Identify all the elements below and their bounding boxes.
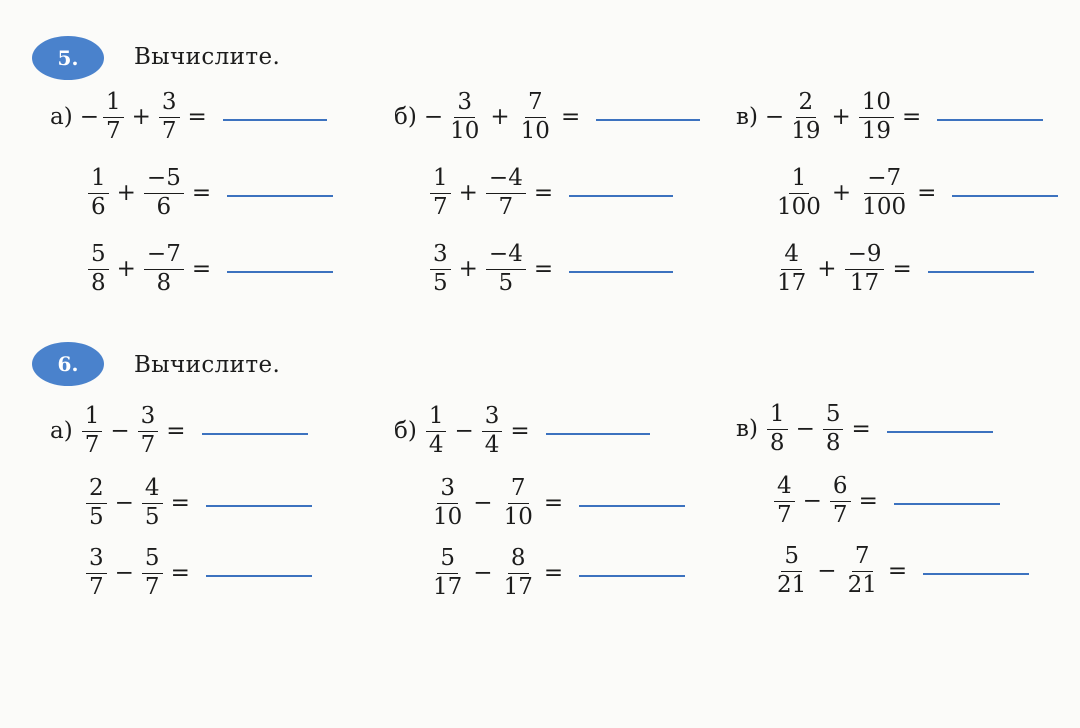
denominator: 100 xyxy=(862,193,907,220)
numerator: −9 xyxy=(845,242,885,270)
numerator: 1 xyxy=(82,404,103,432)
fraction xyxy=(774,242,809,296)
denominator: 8 xyxy=(825,429,841,456)
fraction xyxy=(788,90,823,144)
problem-6v-2 xyxy=(772,474,1000,528)
denominator: 8 xyxy=(769,429,785,456)
denominator: 10 xyxy=(503,503,533,530)
operator: + xyxy=(116,255,136,282)
numerator: 5 xyxy=(437,546,458,574)
fraction xyxy=(518,90,553,144)
fraction xyxy=(830,474,851,528)
task-number: 6. xyxy=(57,352,79,376)
equals-sign: = xyxy=(170,489,190,516)
numerator: 3 xyxy=(482,404,503,432)
fraction xyxy=(142,476,163,530)
problem-5b-3 xyxy=(428,242,673,296)
numerator: −4 xyxy=(486,242,526,270)
denominator: 7 xyxy=(777,501,792,528)
answer-blank[interactable] xyxy=(546,433,650,435)
problem-6b-3 xyxy=(428,546,685,600)
task-title: Вычислите. xyxy=(134,44,281,70)
fraction xyxy=(767,402,788,456)
fraction xyxy=(426,404,447,458)
answer-blank[interactable] xyxy=(579,575,685,577)
operator: − xyxy=(473,559,493,586)
fraction xyxy=(430,476,465,530)
answer-blank[interactable] xyxy=(596,119,700,121)
equals-sign: = xyxy=(543,559,564,586)
numerator: 3 xyxy=(430,242,451,270)
operator: + xyxy=(458,179,478,206)
numerator: 2 xyxy=(796,90,817,118)
equals-sign: = xyxy=(166,417,186,444)
fraction xyxy=(845,242,885,296)
answer-blank[interactable] xyxy=(206,505,312,507)
numerator: 2 xyxy=(86,476,107,504)
answer-blank[interactable] xyxy=(569,271,673,273)
fraction xyxy=(774,544,809,598)
numerator: −5 xyxy=(144,166,184,194)
minus-sign: − xyxy=(764,103,785,130)
numerator: 6 xyxy=(830,474,851,502)
fraction xyxy=(859,90,894,144)
numerator: 1 xyxy=(88,166,109,194)
denominator: 7 xyxy=(144,573,160,600)
task-number-badge xyxy=(32,36,104,80)
operator: − xyxy=(795,415,815,442)
operator: + xyxy=(116,179,136,206)
answer-blank[interactable] xyxy=(887,431,993,433)
answer-blank[interactable] xyxy=(223,119,327,121)
denominator: 17 xyxy=(849,269,880,296)
operator: + xyxy=(458,255,478,282)
denominator: 5 xyxy=(498,269,514,296)
equals-sign: = xyxy=(560,103,581,130)
equals-sign: = xyxy=(533,179,554,206)
operator: − xyxy=(473,489,493,516)
fraction xyxy=(486,166,526,220)
fraction xyxy=(447,90,482,144)
denominator: 100 xyxy=(777,193,821,220)
problem-6a-3 xyxy=(84,546,312,600)
numerator: 4 xyxy=(781,242,802,270)
minus-sign: − xyxy=(423,103,444,130)
equals-sign: = xyxy=(892,255,912,282)
numerator: 5 xyxy=(142,546,163,574)
operator: + xyxy=(831,103,851,130)
problem-5b-1 xyxy=(394,90,700,144)
fraction xyxy=(103,90,124,144)
equals-sign: = xyxy=(510,417,530,444)
operator: + xyxy=(490,103,510,130)
denominator: 4 xyxy=(428,431,444,458)
denominator: 10 xyxy=(433,503,463,530)
answer-blank[interactable] xyxy=(937,119,1043,121)
denominator: 7 xyxy=(84,431,100,458)
numerator: 4 xyxy=(774,474,795,502)
answer-blank[interactable] xyxy=(202,433,308,435)
problem-6v-3 xyxy=(772,544,1029,598)
problem-6b-1 xyxy=(394,404,650,458)
problem-5v-3 xyxy=(772,242,1034,296)
numerator: 3 xyxy=(86,546,107,574)
denominator: 7 xyxy=(161,117,177,144)
fraction xyxy=(159,90,180,144)
answer-blank[interactable] xyxy=(894,503,1000,505)
denominator: 8 xyxy=(156,269,172,296)
problem-6a-1 xyxy=(50,404,308,458)
fraction xyxy=(142,546,163,600)
denominator: 19 xyxy=(791,117,821,144)
numerator: 7 xyxy=(508,476,529,504)
equals-sign: = xyxy=(191,179,212,206)
numerator: 3 xyxy=(159,90,180,118)
fraction xyxy=(774,474,795,528)
fraction xyxy=(138,404,159,458)
problem-5a-2 xyxy=(86,166,333,220)
fraction xyxy=(501,546,536,600)
equals-sign: = xyxy=(887,557,908,584)
denominator: 17 xyxy=(777,269,807,296)
fraction xyxy=(82,404,103,458)
numerator: 1 xyxy=(430,166,451,194)
fraction xyxy=(86,546,107,600)
denominator: 21 xyxy=(777,571,807,598)
answer-blank[interactable] xyxy=(579,505,685,507)
numerator: 1 xyxy=(426,404,447,432)
denominator: 7 xyxy=(832,501,848,528)
numerator: −7 xyxy=(864,166,904,194)
numerator: 1 xyxy=(789,166,810,194)
denominator: 19 xyxy=(861,117,892,144)
fraction xyxy=(486,242,526,296)
denominator: 6 xyxy=(91,193,106,220)
equals-sign: = xyxy=(533,255,554,282)
denominator: 7 xyxy=(89,573,104,600)
minus-sign: − xyxy=(79,103,99,130)
numerator: 1 xyxy=(767,402,788,430)
equals-sign: = xyxy=(851,415,871,442)
denominator: 8 xyxy=(91,269,106,296)
denominator: 7 xyxy=(498,193,514,220)
column-marker: б) xyxy=(394,103,417,130)
numerator: 7 xyxy=(525,90,546,118)
denominator: 7 xyxy=(433,193,448,220)
fraction xyxy=(430,242,451,296)
column-marker: в) xyxy=(736,103,758,130)
numerator: 3 xyxy=(138,404,159,432)
problem-6a-2 xyxy=(84,476,312,530)
operator: + xyxy=(131,103,151,130)
fraction xyxy=(144,166,184,220)
operator: − xyxy=(114,559,134,586)
operator: − xyxy=(114,489,134,516)
problem-6v-1 xyxy=(736,402,993,456)
fraction xyxy=(482,404,503,458)
answer-blank[interactable] xyxy=(206,575,312,577)
fraction xyxy=(845,544,880,598)
equals-sign: = xyxy=(187,103,207,130)
denominator: 21 xyxy=(847,571,877,598)
denominator: 5 xyxy=(89,503,104,530)
fraction xyxy=(88,242,109,296)
column-marker: в) xyxy=(736,415,758,442)
numerator: 3 xyxy=(437,476,458,504)
equals-sign: = xyxy=(858,487,878,514)
fraction xyxy=(430,166,451,220)
numerator: 4 xyxy=(142,476,163,504)
operator: − xyxy=(802,487,822,514)
column-marker: а) xyxy=(50,417,73,444)
operator: + xyxy=(831,179,852,206)
operator: − xyxy=(817,557,837,584)
answer-blank[interactable] xyxy=(227,271,333,273)
numerator: 3 xyxy=(454,90,475,118)
problem-5a-1 xyxy=(50,90,327,144)
denominator: 17 xyxy=(503,573,533,600)
problem-6b-2 xyxy=(428,476,685,530)
fraction xyxy=(430,546,465,600)
denominator: 7 xyxy=(140,431,156,458)
equals-sign: = xyxy=(543,489,564,516)
denominator: 4 xyxy=(484,431,500,458)
numerator: 10 xyxy=(859,90,894,118)
operator: − xyxy=(110,417,130,444)
answer-blank[interactable] xyxy=(923,573,1029,575)
problem-5v-1 xyxy=(736,90,1043,144)
equals-sign: = xyxy=(902,103,922,130)
task-number-badge xyxy=(32,342,104,386)
denominator: 10 xyxy=(520,117,550,144)
fraction xyxy=(823,402,844,456)
problem-5b-2 xyxy=(428,166,673,220)
fraction xyxy=(859,166,909,220)
equals-sign: = xyxy=(191,255,212,282)
task-number: 5. xyxy=(57,46,79,70)
fraction xyxy=(144,242,184,296)
operator: − xyxy=(454,417,474,444)
task-title: Вычислите. xyxy=(134,352,281,378)
numerator: 8 xyxy=(508,546,529,574)
fraction xyxy=(88,166,109,220)
fraction xyxy=(774,166,824,220)
equals-sign: = xyxy=(917,179,937,206)
operator: + xyxy=(817,255,837,282)
numerator: 5 xyxy=(88,242,109,270)
denominator: 6 xyxy=(156,193,172,220)
denominator: 17 xyxy=(433,573,463,600)
denominator: 5 xyxy=(144,503,160,530)
denominator: 5 xyxy=(433,269,448,296)
fraction xyxy=(86,476,107,530)
numerator: 5 xyxy=(781,544,802,572)
numerator: 5 xyxy=(823,402,844,430)
problem-5a-3 xyxy=(86,242,333,296)
denominator: 10 xyxy=(450,117,480,144)
answer-blank[interactable] xyxy=(952,195,1058,197)
answer-blank[interactable] xyxy=(928,271,1034,273)
column-marker: а) xyxy=(50,103,73,130)
answer-blank[interactable] xyxy=(227,195,333,197)
equals-sign: = xyxy=(170,559,190,586)
column-marker: б) xyxy=(394,417,417,444)
numerator: −7 xyxy=(144,242,184,270)
numerator: 7 xyxy=(852,544,873,572)
problem-5v-2 xyxy=(772,166,1058,220)
numerator: 1 xyxy=(103,90,124,118)
numerator: −4 xyxy=(486,166,526,194)
answer-blank[interactable] xyxy=(569,195,673,197)
fraction xyxy=(501,476,536,530)
denominator: 7 xyxy=(105,117,121,144)
